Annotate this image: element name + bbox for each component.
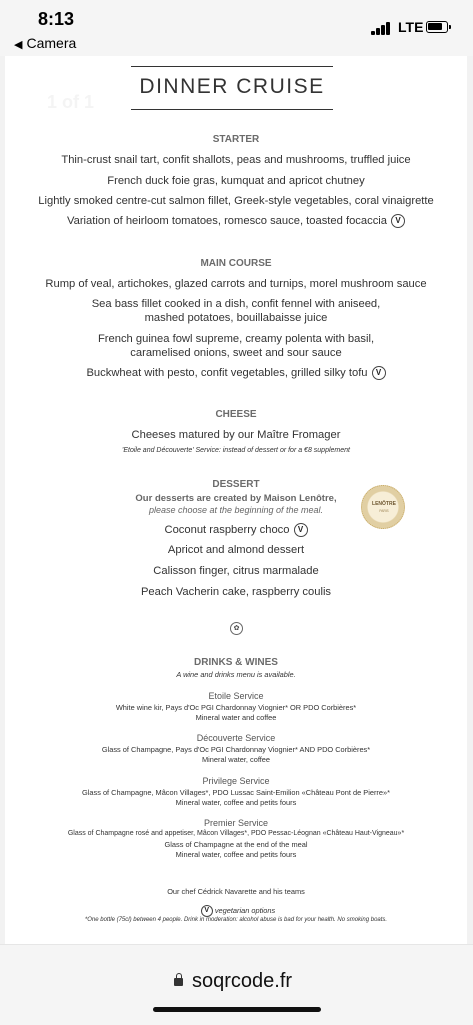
vegetarian-v-icon: V bbox=[391, 214, 405, 228]
vegetarian-v-icon: V bbox=[372, 366, 386, 380]
drinks-heading: DRINKS & WINES bbox=[194, 657, 278, 668]
starter-heading: STARTER bbox=[212, 134, 260, 145]
starter-item: French duck foie gras, kumquat and apricot chutney bbox=[107, 175, 365, 187]
service-line: Glass of Champagne at the end of the meal bbox=[164, 840, 308, 849]
lenotre-logo-text: LENÔTRE bbox=[372, 501, 396, 507]
service-line: Mineral water and coffee bbox=[195, 713, 277, 722]
service-line: Glass of Champagne rosé and appetiser, Mâcon Villages*, PDO Pessac-Léognan «Château Haut-Vigneau»* bbox=[67, 830, 405, 837]
starter-item: Lightly smoked centre-cut salmon fillet, Greek-style vegetables, coral vinaigrette bbox=[38, 195, 434, 207]
url-text[interactable]: soqrcode.fr bbox=[192, 970, 293, 992]
veg-legend: vegetarian options bbox=[214, 905, 276, 915]
service-line: White wine kir, Pays d'Oc PGI Chardonnay Viognier* OR PDO Corbières* bbox=[115, 703, 357, 712]
dessert-item: Apricot and almond dessert bbox=[167, 544, 305, 556]
lenotre-logo-sub: PARIS bbox=[379, 509, 389, 513]
pdf-page bbox=[5, 56, 467, 944]
starter-item: Thin-crust snail tart, confit shallots, peas and mushrooms, truffled juice bbox=[61, 154, 411, 166]
network-label: LTE bbox=[398, 19, 424, 35]
menu-title: DINNER CRUISE bbox=[139, 75, 325, 98]
dessert-item-row bbox=[5, 523, 467, 537]
cheese-heading: CHEESE bbox=[215, 409, 257, 420]
main-item: Sea bass fillet cooked in a dish, confit fennel with aniseed, bbox=[91, 298, 381, 310]
service-name: Etoile Service bbox=[208, 691, 264, 701]
dessert-line2: please choose at the beginning of the meal. bbox=[148, 505, 324, 515]
service-line: Glass of Champagne, Pays d'Oc PGI Chardonnay Viognier* AND PDO Corbières* bbox=[101, 745, 371, 754]
service-line: Mineral water, coffee and petits fours bbox=[175, 798, 297, 807]
dessert-line1: Our desserts are created by Maison Lenôtre, bbox=[135, 493, 337, 504]
cheese-note: 'Etoile and Découverte' Service: instead of dessert or for a €8 supplement bbox=[122, 447, 350, 454]
dessert-heading: DESSERT bbox=[212, 479, 260, 490]
flower-divider-icon: ✿ bbox=[230, 622, 243, 635]
service-name: Premier Service bbox=[203, 818, 268, 828]
signal-icon bbox=[371, 21, 393, 35]
main-item-row bbox=[5, 366, 467, 380]
starter-item-row bbox=[5, 214, 467, 228]
main-item: Buckwheat with pesto, confit vegetables, grilled silky tofu bbox=[86, 366, 368, 379]
cheese-item: Cheeses matured by our Maître Fromager bbox=[131, 429, 341, 441]
vegetarian-v-icon: V bbox=[201, 905, 213, 917]
veg-legend-row bbox=[5, 905, 467, 917]
service-line: Glass of Champagne, Mâcon Villages*, PDO Lussac Saint-Emilion «Château Pont de Pierre»* bbox=[82, 788, 390, 797]
menu-title-box bbox=[131, 66, 333, 110]
back-label: Camera bbox=[26, 35, 77, 51]
main-item: Rump of veal, artichokes, glazed carrots and turnips, morel mushroom sauce bbox=[45, 278, 427, 290]
battery-icon bbox=[426, 21, 448, 33]
home-indicator[interactable] bbox=[153, 1007, 321, 1012]
starter-item: Variation of heirloom tomatoes, romesco sauce, toasted focaccia bbox=[66, 214, 388, 227]
dessert-item: Calisson finger, citrus marmalade bbox=[153, 565, 319, 577]
main-item: caramelised onions, sweet and sour sauce bbox=[130, 347, 342, 359]
main-course-heading: MAIN COURSE bbox=[200, 258, 272, 269]
back-to-camera-link[interactable] bbox=[14, 35, 76, 51]
service-line: Mineral water, coffee bbox=[201, 755, 271, 764]
main-item: French guinea fowl supreme, creamy polenta with basil, bbox=[97, 333, 375, 345]
chef-line: Our chef Cédrick Navarette and his teams bbox=[167, 887, 305, 896]
footer-note: *One bottle (75cl) between 4 people. Drink in moderation: alcohol abuse is bad for your health. No smoking boats. bbox=[84, 917, 388, 923]
dessert-item: Coconut raspberry choco bbox=[164, 523, 290, 536]
dessert-item: Peach Vacherin cake, raspberry coulis bbox=[140, 586, 332, 598]
lock-icon bbox=[174, 978, 183, 986]
browser-address-bar[interactable] bbox=[0, 944, 473, 1025]
service-line: Mineral water, coffee and petits fours bbox=[175, 850, 297, 859]
page-count: 1 of 1 bbox=[47, 92, 95, 112]
main-item: mashed potatoes, bouillabaisse juice bbox=[144, 312, 328, 324]
back-arrow-icon: ◀ bbox=[14, 39, 23, 51]
service-name: Découverte Service bbox=[196, 733, 276, 743]
status-time: 8:13 bbox=[38, 9, 75, 29]
drinks-subtitle: A wine and drinks menu is available. bbox=[176, 670, 296, 679]
service-name: Privilege Service bbox=[202, 776, 270, 786]
vegetarian-v-icon: V bbox=[294, 523, 308, 537]
status-bar bbox=[0, 0, 473, 56]
lenotre-logo bbox=[361, 485, 405, 529]
